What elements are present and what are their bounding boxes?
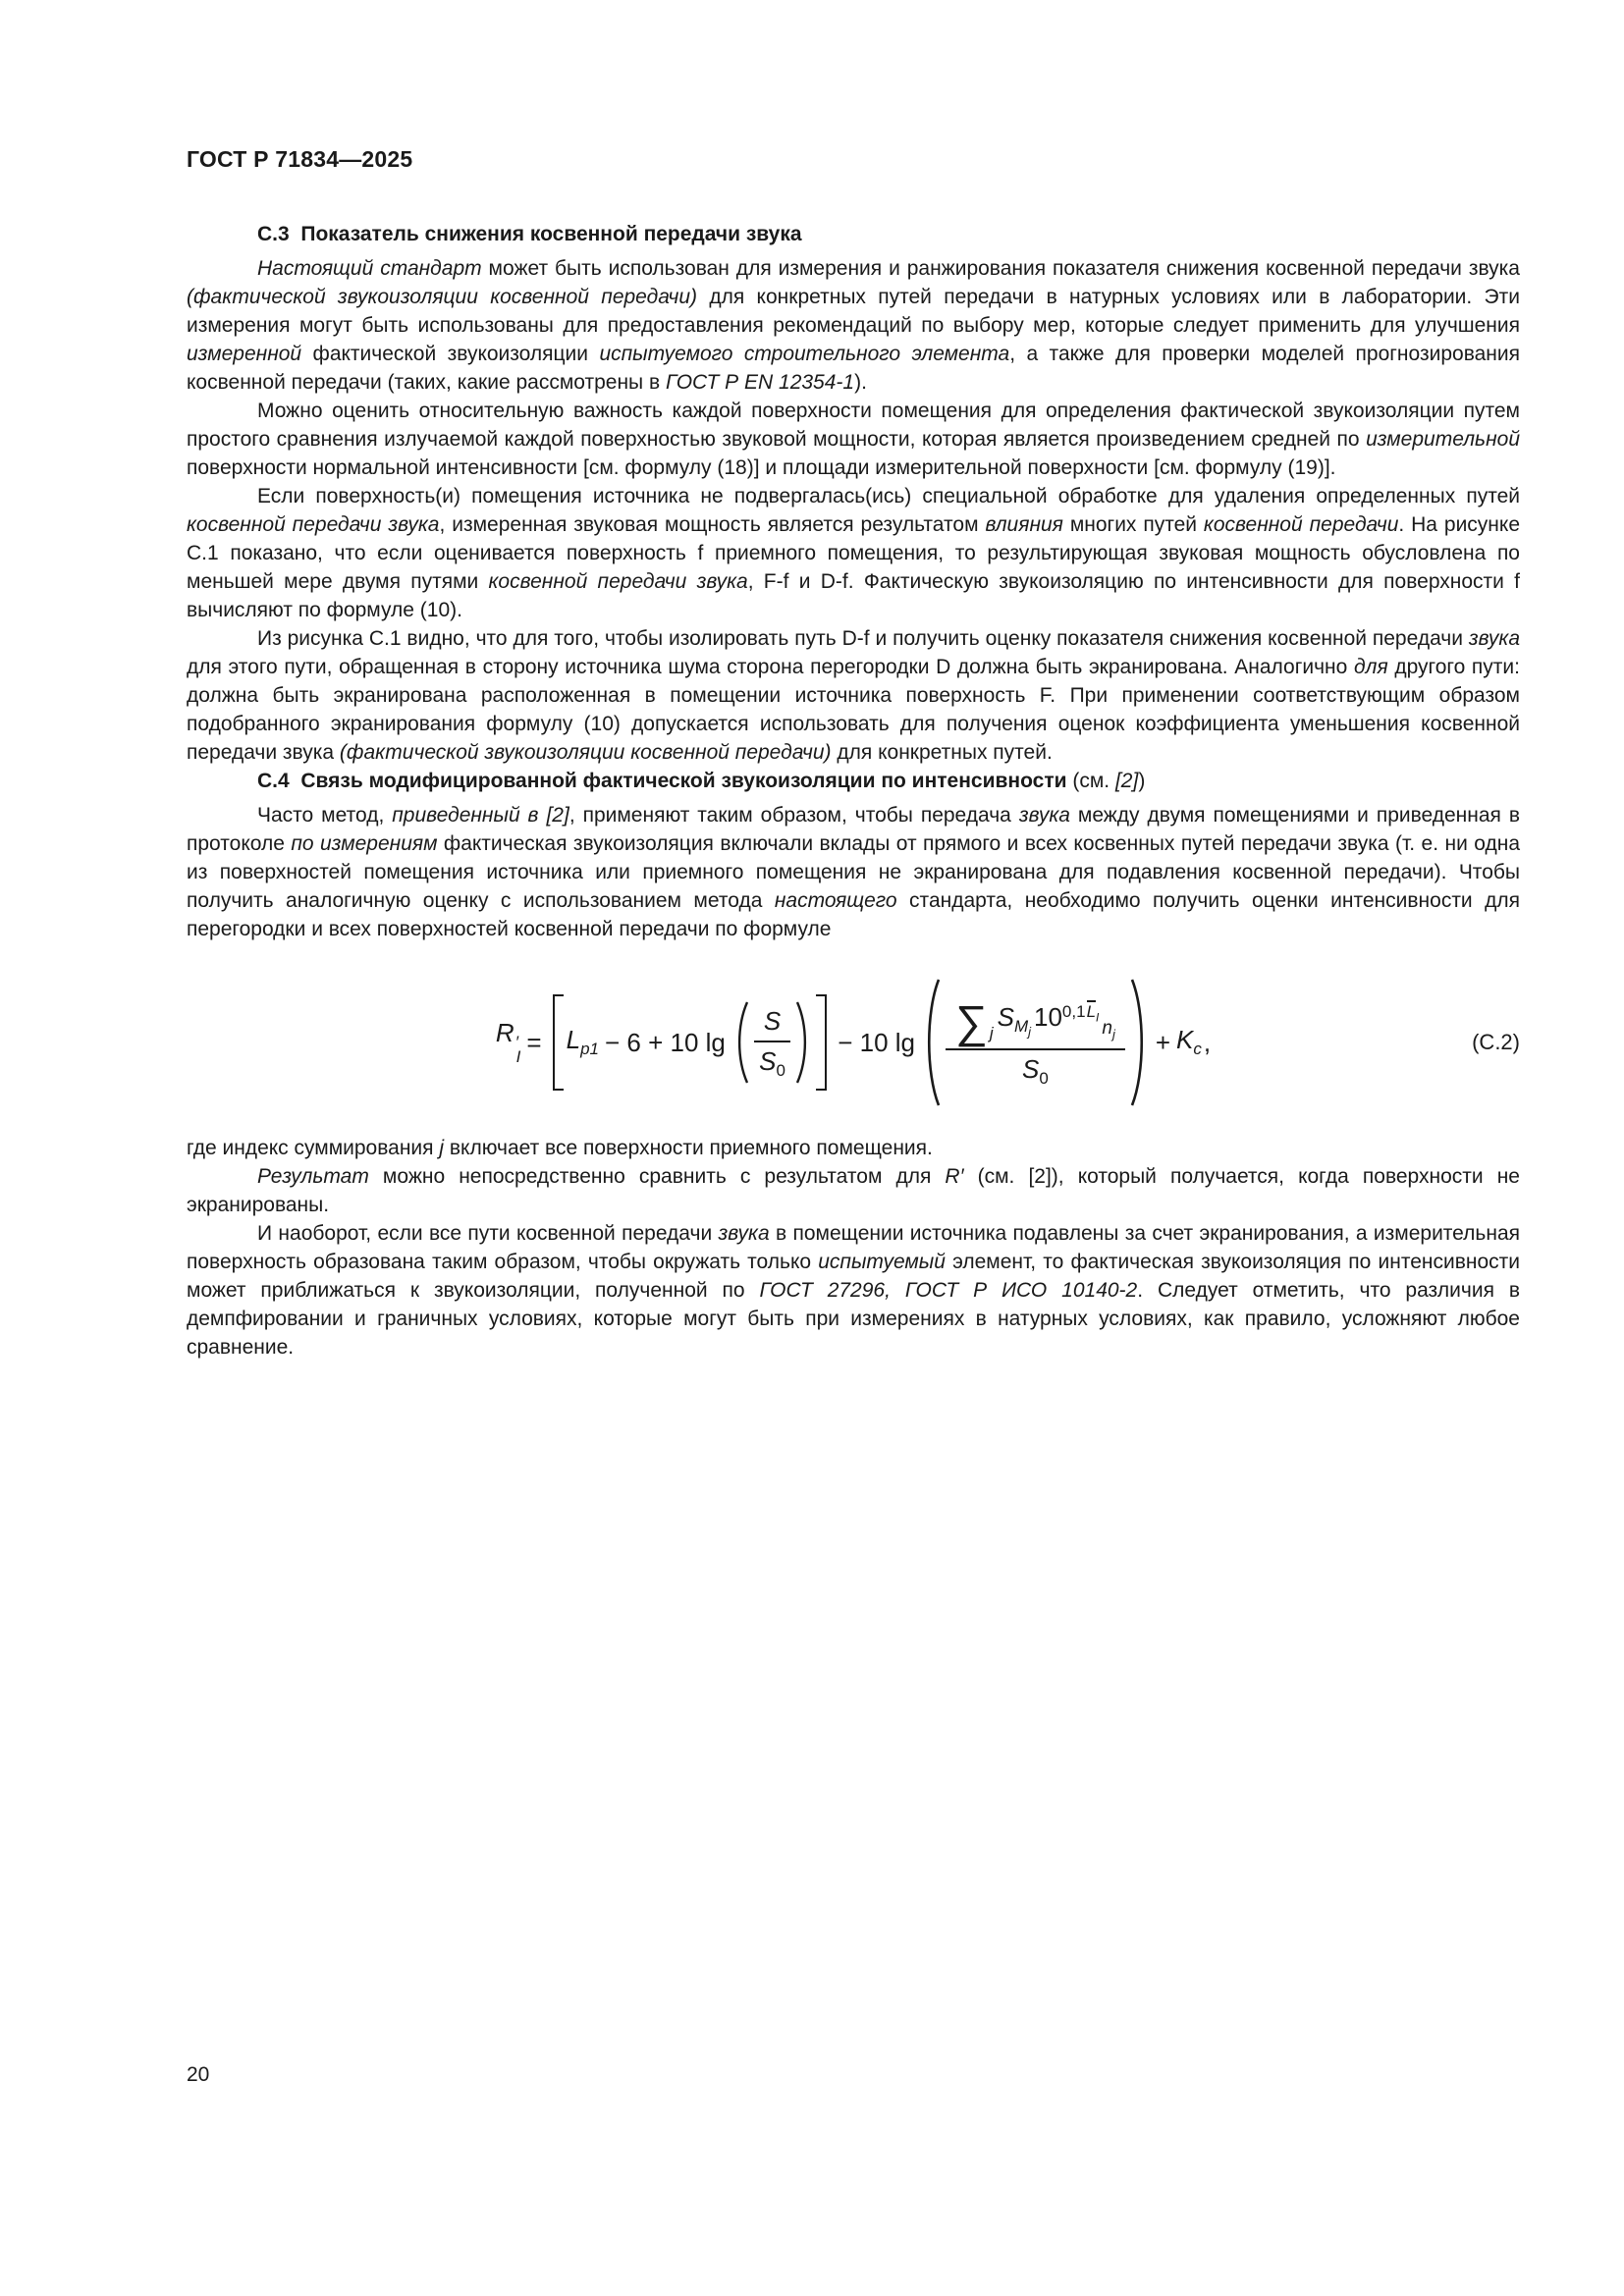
term-Lp1 bbox=[567, 1027, 599, 1057]
term-Kc bbox=[1176, 1027, 1202, 1057]
fraction-sum bbox=[946, 995, 1125, 1089]
text-run: . Следует отметить, что различия в демпфировании и граничных условиях, которые могут быть при измерениях в натурных условиях, как правило, усложняют любое сравнение. bbox=[187, 1279, 1520, 1359]
text-run: (фактической звукоизоляции косвенной передачи) bbox=[339, 741, 832, 764]
text-run: может быть использован для измерения и ранжирования показателя снижения косвенной передачи звука bbox=[481, 257, 1520, 280]
text-run: , а также для проверки моделей прогнозирования косвенной передачи (таких, какие рассмотрены в bbox=[187, 343, 1520, 394]
paragraph bbox=[187, 1219, 1520, 1362]
text-run: (см. bbox=[1066, 770, 1115, 792]
formula-lhs bbox=[496, 1020, 521, 1065]
var-R: R bbox=[495, 1018, 514, 1047]
sum-numerator bbox=[946, 995, 1125, 1051]
text-run: Результат bbox=[257, 1165, 369, 1188]
right-square-bracket bbox=[816, 994, 827, 1091]
term-minus-10lg: − 10 lg bbox=[838, 1028, 916, 1057]
var-nj bbox=[1102, 1018, 1115, 1042]
right-paren-icon bbox=[793, 999, 813, 1086]
text-run: , применяют таким образом, чтобы передача bbox=[568, 804, 1019, 827]
text-run: Настоящий стандарт bbox=[257, 257, 482, 280]
text-run: звука bbox=[718, 1222, 770, 1245]
text-run: (фактической звукоизоляции косвенной передачи) bbox=[187, 286, 698, 308]
text-run: Можно оценить относительную важность каждой поверхности помещения для определения фактической звукоизоляции путем простого сравнения излучаемой каждой поверхностью звуковой мощности, которая является произведением средней по bbox=[187, 400, 1520, 451]
text-run: С.3 Показатель снижения косвенной передачи звука bbox=[257, 223, 802, 245]
var-S0: S bbox=[759, 1045, 777, 1076]
left-square-bracket bbox=[553, 994, 564, 1091]
text-run: Из рисунка С.1 видно, что для того, чтобы изолировать путь D-f и получить оценку показателя снижения косвенной передачи bbox=[257, 627, 1469, 650]
var-K: K bbox=[1176, 1025, 1194, 1055]
sub-0: 0 bbox=[1039, 1069, 1049, 1089]
formula-expression bbox=[187, 977, 1520, 1108]
text-run: для этого пути, обращенная в сторону источника шума сторона перегородки D должна быть экранирована. Аналогично bbox=[187, 656, 1354, 678]
power-term bbox=[1034, 1002, 1099, 1032]
text-run: влияния bbox=[985, 513, 1063, 536]
text-run: включает все поверхности приемного помещения. bbox=[444, 1137, 933, 1159]
var-n: n bbox=[1102, 1018, 1112, 1040]
paragraph bbox=[187, 1134, 1520, 1162]
var-SMj bbox=[998, 1004, 1031, 1039]
base-10: 10 bbox=[1034, 1002, 1062, 1033]
sub-j: j bbox=[1111, 1027, 1115, 1042]
text-run: многих путей bbox=[1062, 513, 1204, 536]
text-run: между двумя помещениями и приведенная в протоколе bbox=[187, 804, 1521, 855]
left-paren-icon bbox=[731, 999, 751, 1086]
text-run: фактическая звукоизоляция включали вклады от прямого и всех косвенных путей передачи звука (т. е. ни одна из поверхностей помещения источника или приемного помещения не экранирована для подавления косвенной передачи). Чтобы получить аналогичную оценку с использованием метода bbox=[187, 832, 1520, 912]
section-heading bbox=[187, 767, 1520, 795]
sub-M: M bbox=[1013, 1017, 1029, 1037]
text-run: , F-f и D-f. Фактическую звукоизоляцию по интенсивности для поверхности f вычисляют по формуле (10). bbox=[187, 570, 1521, 621]
L-overline bbox=[1087, 1000, 1096, 1020]
sub-0: 0 bbox=[776, 1061, 785, 1081]
var-L: L bbox=[566, 1025, 581, 1055]
text-run: поверхности нормальной интенсивности [см. формулу (18)] и площади измерительной поверхности [см. формулу (19)]. bbox=[187, 456, 1336, 479]
content-before-formula bbox=[187, 220, 1520, 943]
fraction-S-S0 bbox=[754, 1006, 790, 1079]
prime-mark: ′ bbox=[515, 1033, 519, 1051]
fraction-numerator bbox=[754, 1006, 790, 1042]
paragraph bbox=[187, 1162, 1520, 1219]
text-run: в помещении источника подавлены за счет экранирования, а измерительная поверхность образована таким образом, чтобы окружать только bbox=[187, 1222, 1521, 1273]
text-run: . На рисунке С.1 показано, что если оценивается поверхность f приемного помещения, то результирующая звуковая мощность обусловлена по меньшей мере двумя путями bbox=[187, 513, 1520, 593]
text-run: (см. [2]), который получается, когда поверхности не экранированы. bbox=[187, 1165, 1520, 1216]
text-run: другого пути: должна быть экранирована расположенная в помещении источника поверхность F. При применении соответствующим образом подобранного экранирования формулу (10) допускается использовать для получения оценок коэффициента уменьшения косвенной передачи звука bbox=[187, 656, 1520, 764]
text-run: для конкретных путей передачи в натурных условиях или в лаборатории. Эти измерения могут быть использованы для предоставления рекомендаций по выбору мер, которые следует применить для улучшения bbox=[187, 286, 1520, 337]
text-run: И наоборот, если все пути косвенной передачи bbox=[257, 1222, 719, 1245]
formula-number: (С.2) bbox=[1472, 1030, 1520, 1054]
fraction-denominator bbox=[754, 1042, 790, 1079]
text-run: R′ bbox=[945, 1165, 964, 1188]
paragraph bbox=[187, 624, 1520, 767]
text-run: где индекс суммирования bbox=[187, 1137, 440, 1159]
var-L-bar: L bbox=[1086, 1001, 1097, 1021]
text-run: фактической звукоизоляции bbox=[301, 343, 600, 365]
text-run: измерительной bbox=[1366, 428, 1520, 451]
paragraph bbox=[187, 254, 1520, 397]
var-S-M: S bbox=[997, 1002, 1014, 1033]
text-run: [2] bbox=[1114, 770, 1139, 792]
text-run: косвенной передачи звука bbox=[488, 570, 748, 593]
sum-sub-j: j bbox=[989, 1024, 994, 1043]
text-run: , измеренная звуковая мощность является результатом bbox=[439, 513, 986, 536]
text-run: испытуемого строительного элемента bbox=[599, 343, 1010, 365]
sub-I: I bbox=[515, 1047, 521, 1066]
text-run: Если поверхность(и) помещения источника не подвергалась(ись) специальной обработке для удаления определенных путей bbox=[257, 485, 1520, 507]
section-heading bbox=[187, 220, 1520, 248]
subsub-j: j bbox=[1028, 1024, 1031, 1040]
equals-sign: = bbox=[526, 1028, 542, 1057]
text-run: ГОСТ Р EN 12354-1 bbox=[665, 371, 855, 394]
text-run: косвенной передачи звука bbox=[187, 513, 440, 536]
var-S0: S bbox=[1022, 1054, 1040, 1085]
paragraph bbox=[187, 801, 1520, 943]
exp-sub-I: I bbox=[1096, 1009, 1100, 1024]
text-run: ) bbox=[1138, 770, 1146, 792]
term-middle: − 6 + 10 lg bbox=[604, 1028, 726, 1057]
text-run: можно непосредственно сравнить с результатом для bbox=[368, 1165, 946, 1188]
content-after-formula bbox=[187, 1134, 1520, 1362]
sum-denominator bbox=[946, 1050, 1125, 1087]
var-S: S bbox=[763, 1005, 782, 1036]
text-run: звука bbox=[1018, 804, 1070, 827]
text-run: элемент, то фактическая звукоизоляция по интенсивности может приближаться к звукоизоляции, полученной по bbox=[187, 1251, 1521, 1302]
text-run: стандарта, необходимо получить оценки интенсивности для перегородки и всех поверхностей косвенной передачи по формуле bbox=[187, 889, 1520, 940]
text-run: для конкретных путей. bbox=[831, 741, 1053, 764]
comma: , bbox=[1203, 1028, 1212, 1057]
sum-icon: ∑ bbox=[955, 995, 988, 1047]
text-run: j bbox=[439, 1137, 445, 1159]
sub-c: c bbox=[1193, 1040, 1202, 1059]
paragraph bbox=[187, 397, 1520, 482]
big-left-paren-icon bbox=[921, 977, 943, 1108]
text-run: по измерениям bbox=[291, 832, 438, 855]
text-run: С.4 Связь модифицированной фактической звукоизоляции по интенсивности bbox=[257, 770, 1067, 792]
text-run: приведенный в [2] bbox=[392, 804, 569, 827]
paragraph bbox=[187, 482, 1520, 624]
text-run: ГОСТ 27296, ГОСТ Р ИСО 10140-2 bbox=[759, 1279, 1138, 1302]
prime-sub-stack bbox=[516, 1034, 521, 1065]
page-number: 20 bbox=[187, 2063, 210, 2086]
text-run: Часто метод, bbox=[257, 804, 393, 827]
doc-header: ГОСТ Р 71834—2025 bbox=[187, 146, 413, 172]
text-run: звука bbox=[1468, 627, 1520, 650]
sub-p1: p1 bbox=[580, 1040, 599, 1059]
text-run: измеренной bbox=[187, 343, 302, 365]
text-run: косвенной передачи bbox=[1203, 513, 1399, 536]
text-run: для bbox=[1354, 656, 1388, 678]
text-run: настоящего bbox=[774, 889, 897, 912]
formula-block bbox=[187, 977, 1520, 1108]
text-run: испытуемый bbox=[818, 1251, 946, 1273]
text-run: ). bbox=[854, 371, 867, 394]
exp-coeff: 0,1 bbox=[1061, 1001, 1086, 1021]
big-right-paren-icon bbox=[1128, 977, 1150, 1108]
plus-sign: + bbox=[1155, 1028, 1171, 1057]
